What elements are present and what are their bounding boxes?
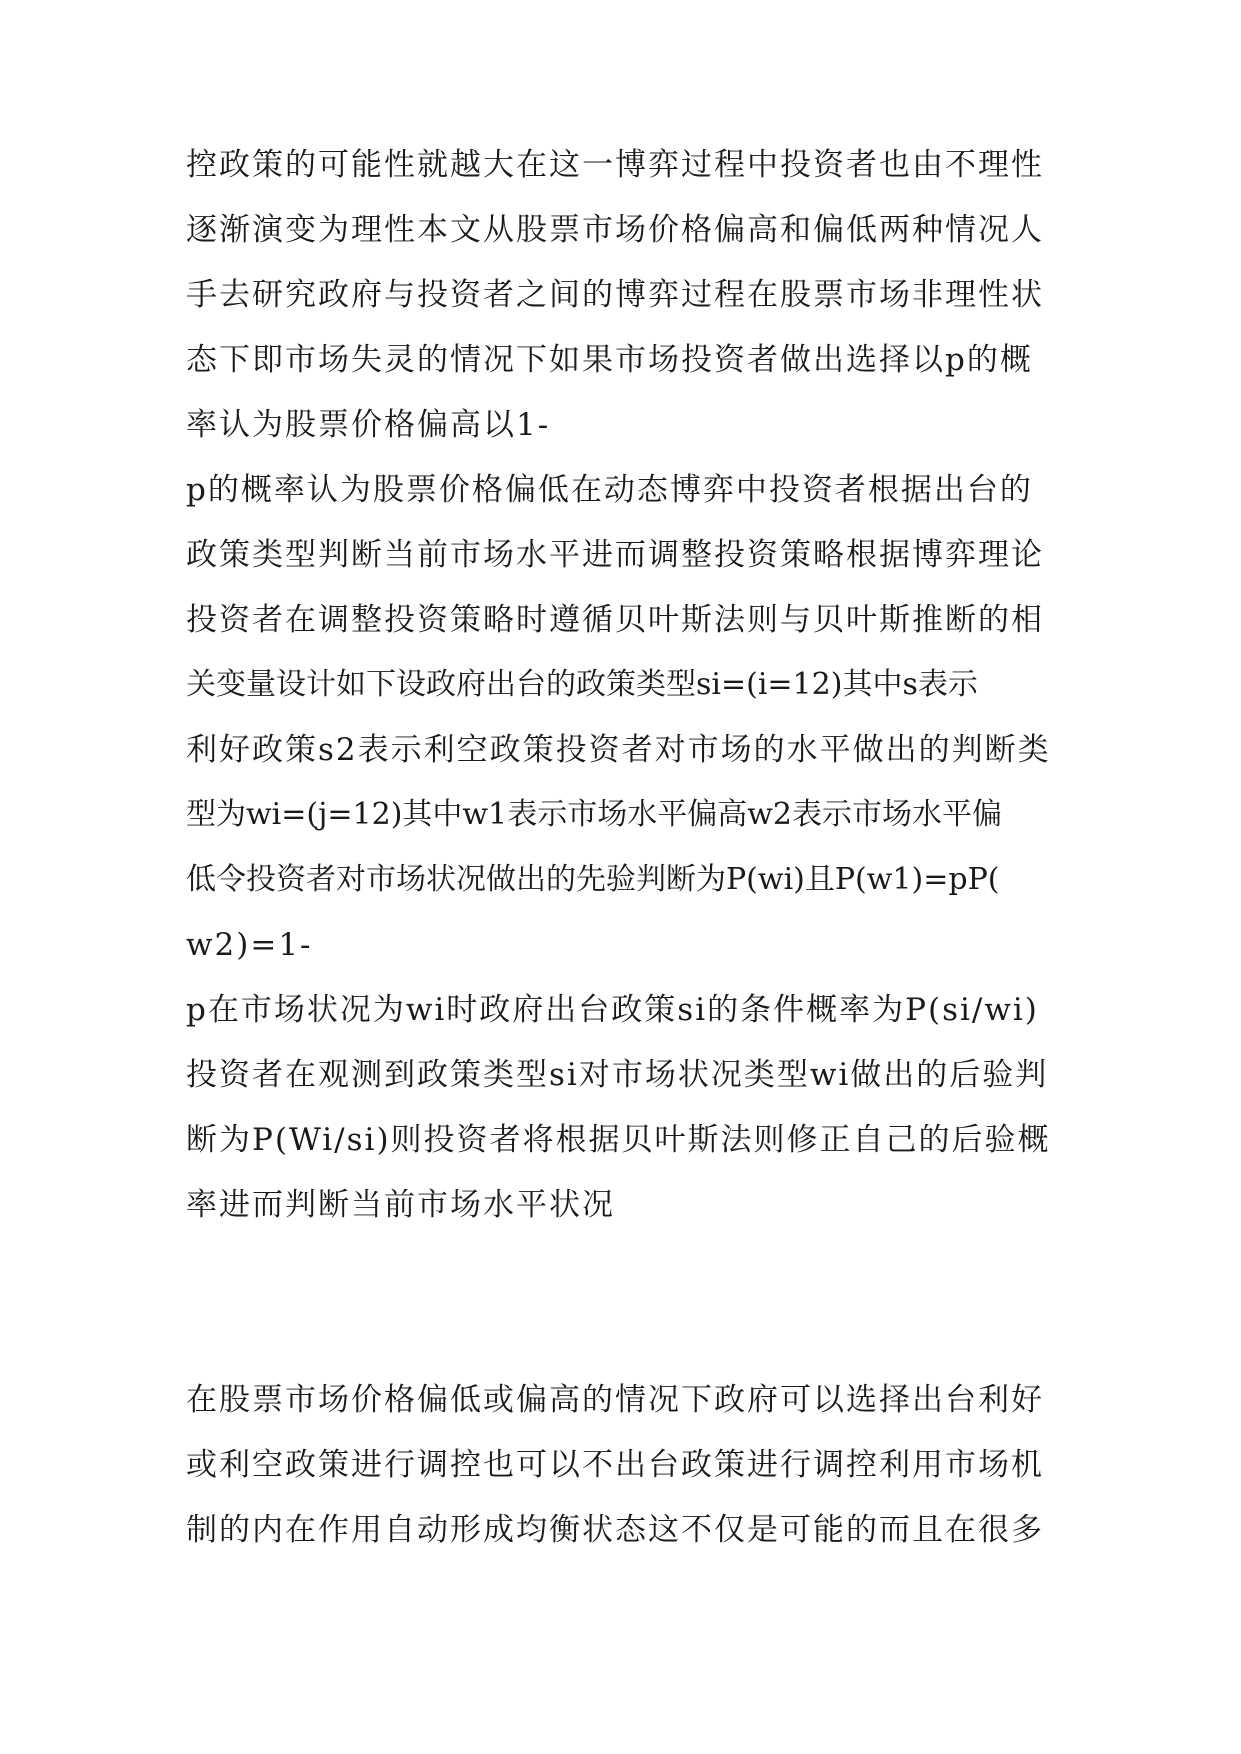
- text-line: 关变量设计如下设政府出台的政策类型si=(i=12)其中s表示: [186, 667, 978, 702]
- text-line: 在股票市场价格偏低或偏高的情况下政府可以选择出台利好: [186, 1382, 1044, 1418]
- text-line: 率认为股票价格偏高以1-: [186, 407, 551, 443]
- text-line: 制的内在作用自动形成均衡状态这不仅是可能的而且在很多: [186, 1512, 1044, 1548]
- text-line: 型为wi=(j=12)其中w1表示市场水平偏高w2表示市场水平偏: [186, 797, 1002, 832]
- text-line: 政策类型判断当前市场水平进而调整投资策略根据博弈理论: [186, 537, 1044, 573]
- text-line: 率进而判断当前市场水平状况: [186, 1187, 615, 1223]
- text-line: 低令投资者对市场状况做出的先验判断为P(wi)且P(w1)=pP(: [186, 862, 1000, 897]
- text-line: 或利空政策进行调控也可以不出台政策进行调控利用市场机: [186, 1447, 1044, 1483]
- text-line: p的概率认为股票价格偏低在动态博弈中投资者根据出台的: [186, 472, 1033, 508]
- text-line: 投资者在调整投资策略时遵循贝叶斯法则与贝叶斯推断的相: [186, 602, 1044, 638]
- text-line: 态下即市场失灵的情况下如果市场投资者做出选择以p的概: [186, 342, 1033, 378]
- text-line: 断为P(Wi/si)则投资者将根据贝叶斯法则修正自己的后验概: [186, 1122, 1051, 1158]
- text-line: 逐渐演变为理性本文从股票市场价格偏高和偏低两种情况人: [186, 212, 1044, 248]
- text-line: p在市场状况为wi时政府出台政策si的条件概率为P(si/wi): [186, 992, 1039, 1028]
- text-line: 投资者在观测到政策类型si对市场状况类型wi做出的后验判: [186, 1057, 1049, 1093]
- text-line: 控政策的可能性就越大在这一博弈过程中投资者也由不理性: [186, 147, 1044, 183]
- text-line: 手去研究政府与投资者之间的博弈过程在股票市场非理性状: [186, 277, 1044, 313]
- text-line: 利好政策s2表示利空政策投资者对市场的水平做出的判断类: [186, 732, 1051, 768]
- text-line: w2)=1-: [186, 927, 313, 963]
